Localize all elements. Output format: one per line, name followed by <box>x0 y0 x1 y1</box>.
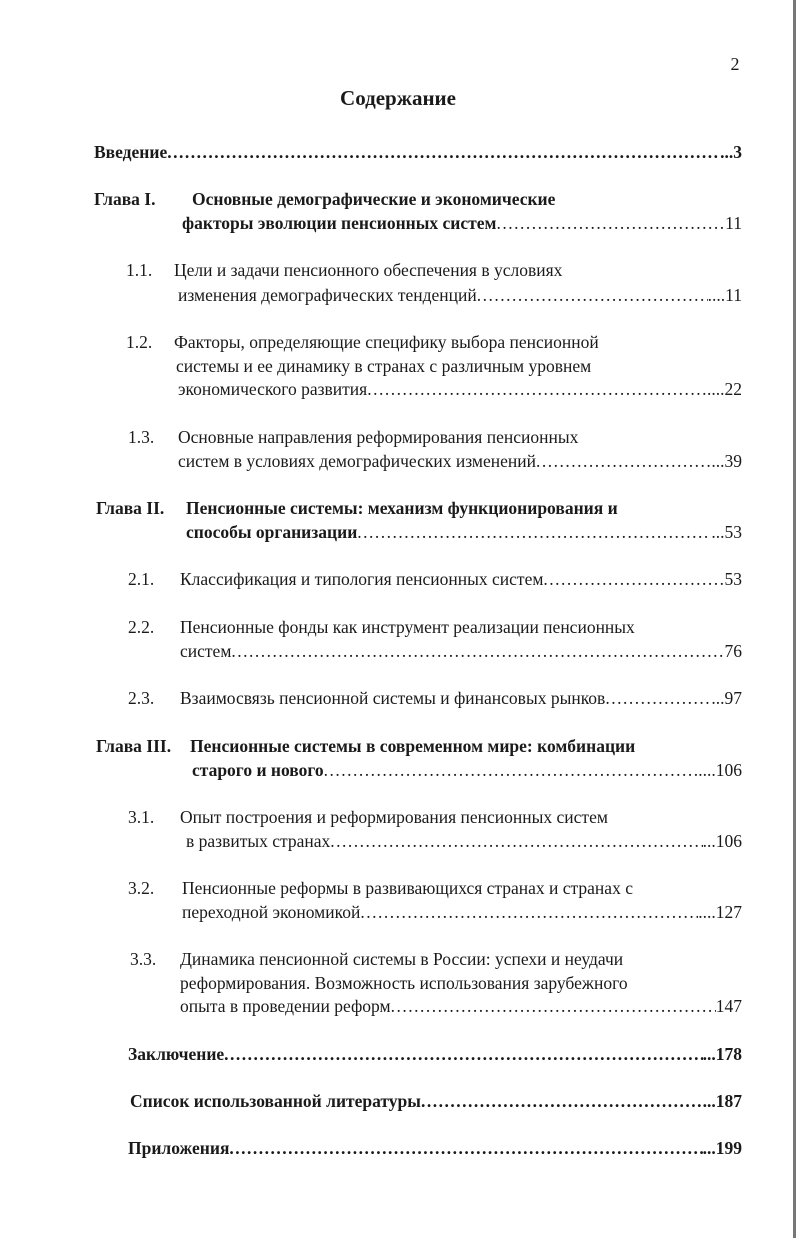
toc-references[interactable] <box>130 1088 742 1114</box>
chapter-3-entry[interactable] <box>192 757 742 783</box>
section-3-3-number: 3.3. <box>130 949 157 969</box>
section-3-3-line3: опыта в проведении реформ <box>180 996 391 1016</box>
section-1-1-number: 1.1. <box>126 260 153 280</box>
page-number: 2 <box>730 54 740 74</box>
toc-intro-title: Введение <box>94 142 168 162</box>
toc-appendices[interactable] <box>128 1135 742 1161</box>
section-1-3-page: ...39 <box>711 451 742 471</box>
section-2-2-line2: систем <box>180 641 232 661</box>
section-2-3-line1: Взаимосвязь пенсионной системы и финансовых рынков <box>180 688 606 708</box>
section-2-2-page: 76 <box>724 641 742 661</box>
section-3-3-page: 147 <box>715 996 742 1016</box>
chapter-3-page: ....106 <box>698 760 742 780</box>
chapter-3-line1[interactable]: Пенсионные системы в современном мире: комбинации <box>190 736 636 756</box>
section-3-1-entry[interactable] <box>186 828 742 854</box>
section-3-3-line1[interactable]: Динамика пенсионной системы в России: успехи и неудачи <box>180 949 624 969</box>
section-1-1-line1[interactable]: Цели и задачи пенсионного обеспечения в условиях <box>174 260 563 280</box>
section-1-1-page: ....11 <box>707 285 742 305</box>
section-1-2-line3: экономического развития <box>178 379 368 399</box>
section-1-2-line1[interactable]: Факторы, определяющие специфику выбора пенсионной <box>174 332 599 352</box>
chapter-1-line1[interactable]: Основные демографические и экономические <box>192 189 556 209</box>
section-2-1-entry[interactable] <box>180 566 742 592</box>
toc-conclusion[interactable] <box>128 1041 742 1067</box>
section-2-3-page: ...97 <box>711 688 742 708</box>
toc-intro-page: ...3 <box>720 142 742 162</box>
chapter-1-page: 11 <box>725 213 742 233</box>
section-2-2-number: 2.2. <box>128 617 155 637</box>
chapter-2-page: ...53 <box>711 522 742 542</box>
chapter-1-entry[interactable] <box>182 210 742 236</box>
section-3-3-entry[interactable] <box>180 993 742 1019</box>
toc-title: Содержание <box>340 86 456 110</box>
toc-intro[interactable] <box>94 139 742 165</box>
section-3-2-line1[interactable]: Пенсионные реформы в развивающихся странах и странах с <box>182 878 633 898</box>
toc-conclusion-page: ...178 <box>702 1044 742 1064</box>
section-2-2-line1[interactable]: Пенсионные фонды как инструмент реализации пенсионных <box>180 617 635 637</box>
chapter-2-entry[interactable] <box>186 519 742 545</box>
section-3-2-number: 3.2. <box>128 878 155 898</box>
section-3-2-page: ....127 <box>698 902 742 922</box>
toc-references-page: ...187 <box>702 1091 742 1111</box>
toc-references-title: Список использованной литературы <box>130 1091 421 1111</box>
chapter-3-label: Глава III. <box>96 736 172 756</box>
section-1-2-page: ....22 <box>707 379 742 399</box>
section-2-3-entry[interactable] <box>180 685 742 711</box>
section-3-3-line2[interactable]: реформирования. Возможность использования зарубежного <box>180 973 628 993</box>
chapter-3-line2: старого и нового <box>192 760 324 780</box>
chapter-2-label: Глава II. <box>96 498 165 518</box>
section-1-1-entry[interactable] <box>178 282 742 308</box>
section-2-2-entry[interactable] <box>180 638 742 664</box>
section-3-2-entry[interactable] <box>182 899 742 925</box>
section-1-2-number: 1.2. <box>126 332 153 352</box>
toc-conclusion-title: Заключение <box>128 1044 225 1064</box>
section-3-1-line1[interactable]: Опыт построения и реформирования пенсионных систем <box>180 807 608 827</box>
section-1-1-line2: изменения демографических тенденций <box>178 285 477 305</box>
section-3-1-line2: в развитых странах <box>186 831 331 851</box>
chapter-2-line1[interactable]: Пенсионные системы: механизм функционирования и <box>186 498 618 518</box>
section-1-3-number: 1.3. <box>128 427 155 447</box>
section-3-1-number: 3.1. <box>128 807 155 827</box>
chapter-1-label: Глава I. <box>94 189 156 209</box>
section-1-2-line2[interactable]: системы и ее динамику в странах с различным уровнем <box>176 356 592 376</box>
section-2-1-page: 53 <box>724 569 742 589</box>
section-2-1-number: 2.1. <box>128 569 155 589</box>
section-3-2-line2: переходной экономикой <box>182 902 361 922</box>
toc-appendices-title: Приложения <box>128 1138 230 1158</box>
section-2-3-number: 2.3. <box>128 688 155 708</box>
chapter-2-line2: способы организации <box>186 522 358 542</box>
chapter-1-line2: факторы эволюции пенсионных систем <box>182 213 497 233</box>
section-2-1-line1: Классификация и типология пенсионных систем <box>180 569 544 589</box>
section-1-3-line1[interactable]: Основные направления реформирования пенсионных <box>178 427 579 447</box>
toc-appendices-page: ...199 <box>702 1138 742 1158</box>
section-1-3-entry[interactable] <box>178 448 742 474</box>
section-3-1-page: ...106 <box>702 831 742 851</box>
section-1-3-line2: систем в условиях демографических изменений <box>178 451 536 471</box>
section-1-2-entry[interactable] <box>178 376 742 402</box>
